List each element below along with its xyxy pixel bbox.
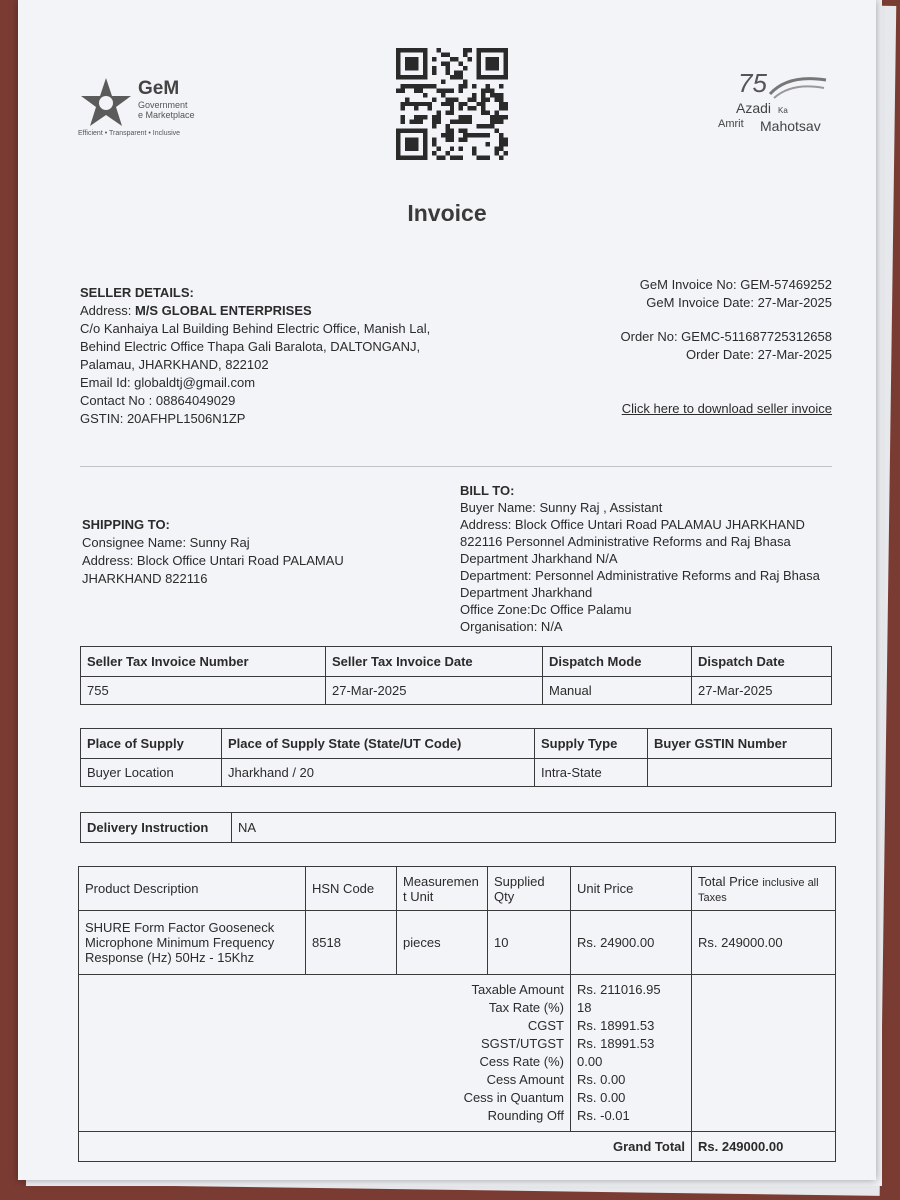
seller-email: Email Id: globaldtj@gmail.com [80, 375, 256, 390]
delivery-label: Delivery Instruction [81, 813, 232, 843]
table-header-total [692, 867, 836, 911]
seller-address-line: C/o Kanhaiya Lal Building Behind Electric Office, Manish Lal, [80, 321, 431, 336]
shipping-heading: SHIPPING TO: [82, 517, 170, 532]
table-header: HSN Code [306, 867, 397, 911]
seller-address-row [80, 302, 500, 320]
table-cell: Intra-State [535, 759, 648, 787]
table-row [81, 759, 832, 787]
table-cell: 755 [81, 677, 326, 705]
table-row [81, 677, 832, 705]
table-header: Product Description [79, 867, 306, 911]
bill-to-heading: BILL TO: [460, 483, 515, 498]
gem-logo-line2: e Marketplace [138, 110, 195, 120]
tax-label: Cess in Quantum [463, 1090, 564, 1105]
table-cell: 27-Mar-2025 [692, 677, 832, 705]
bill-to-line: Buyer Name: Sunny Raj , Assistant [460, 500, 663, 515]
tax-values-cell [571, 975, 692, 1132]
tax-breakdown-row [79, 975, 836, 1132]
table-header: Buyer GSTIN Number [648, 729, 832, 759]
section-divider [80, 466, 832, 467]
tax-value: Rs. 18991.53 [577, 1018, 655, 1033]
gem-logo-name: GeM [138, 78, 180, 99]
product-total-price: Rs. 249000.00 [692, 911, 836, 975]
total-price-header: Total Price [698, 873, 759, 889]
grand-total-row [79, 1132, 836, 1162]
table-cell: Buyer Location [81, 759, 222, 787]
gem-logo-line1: Government [138, 100, 188, 110]
tax-value: 18 [577, 1000, 592, 1015]
gem-logo-tagline: Efficient • Transparent • Inclusive [78, 130, 181, 137]
tax-value: Rs. 211016.95 [577, 982, 661, 997]
bill-to-line: Office Zone:Dc Office Palamu [460, 602, 632, 617]
total-price-header-note: inclusive all Taxes [698, 876, 819, 904]
tax-value: Rs. 0.00 [577, 1072, 626, 1087]
delivery-value: NA [232, 813, 836, 843]
product-unit-price: Rs. 24900.00 [571, 911, 692, 975]
tax-value: Rs. -0.01 [577, 1108, 630, 1123]
table-header: Place of Supply State (State/UT Code) [222, 729, 535, 759]
invoice-info [498, 276, 832, 418]
bill-to-line: Department: Personnel Administrative Reforms and Raj Bhasa [460, 568, 820, 583]
table-header: Seller Tax Invoice Date [326, 647, 543, 677]
gem-invoice-number: GeM Invoice No: GEM-57469252 [639, 277, 832, 292]
bill-to [460, 482, 840, 635]
tax-invoice-table [80, 646, 832, 705]
table-header: Dispatch Mode [543, 647, 692, 677]
shipping-line: JHARKHAND 822116 [82, 571, 208, 586]
tax-label: Rounding Off [487, 1108, 564, 1123]
seller-name: M/S GLOBAL ENTERPRISES [134, 303, 312, 318]
gem-invoice-date: GeM Invoice Date: 27-Mar-2025 [646, 295, 832, 310]
product-table [78, 866, 836, 1162]
table-header: Dispatch Date [692, 647, 832, 677]
qr-code [396, 48, 508, 160]
table-row [79, 911, 836, 975]
supply-table [80, 728, 832, 787]
azadi-number: 75 [738, 68, 767, 98]
bill-to-line: Address: Block Office Untari Road PALAMAU JHARKHAND [460, 517, 805, 532]
shipping-to [82, 516, 402, 588]
azadi-line3: Mahotsav [760, 118, 821, 134]
tax-label: Taxable Amount [471, 982, 564, 997]
gem-logo [76, 72, 226, 142]
flag-swoosh-icon [768, 72, 828, 102]
delivery-instruction-table [80, 812, 836, 843]
seller-address-label: Address: [80, 303, 132, 318]
table-cell [648, 759, 832, 787]
tax-label: Cess Rate (%) [479, 1054, 564, 1069]
seller-heading: SELLER DETAILS: [80, 285, 194, 300]
tax-label: Cess Amount [486, 1072, 564, 1087]
table-header: Measuremen t Unit [397, 867, 488, 911]
seller-address-line: Palamau, JHARKHAND, 822102 [80, 357, 269, 372]
tax-label: SGST/UTGST [480, 1036, 564, 1051]
tax-value: 0.00 [577, 1054, 603, 1069]
table-header: Unit Price [571, 867, 692, 911]
azadi-ka: Ka [778, 106, 788, 115]
page-title: Invoice [407, 200, 487, 226]
order-number: Order No: GEMC-511687725312658 [620, 329, 832, 344]
tax-label: CGST [527, 1018, 564, 1033]
tax-empty-cell [692, 975, 836, 1132]
product-hsn: 8518 [306, 911, 397, 975]
grand-total-label: Grand Total [79, 1132, 692, 1162]
bill-to-line: Department Jharkhand [460, 585, 593, 600]
tax-value: Rs. 18991.53 [577, 1036, 655, 1051]
table-header: Seller Tax Invoice Number [81, 647, 326, 677]
download-seller-invoice-link[interactable]: Click here to download seller invoice [621, 401, 832, 416]
shipping-line: Consignee Name: Sunny Raj [82, 535, 250, 550]
grand-total-value: Rs. 249000.00 [692, 1132, 836, 1162]
table-header: Supply Type [535, 729, 648, 759]
azadi-line2: Amrit [718, 118, 744, 130]
azadi-ka-amrit-mahotsav-logo [718, 68, 848, 140]
tax-label: Tax Rate (%) [488, 1000, 564, 1015]
bill-to-line: 822116 Personnel Administrative Reforms and Raj Bhasa [460, 534, 791, 549]
seller-contact: Contact No : 08864049029 [80, 393, 236, 408]
table-cell: Jharkhand / 20 [222, 759, 535, 787]
table-header: Place of Supply [81, 729, 222, 759]
tax-value: Rs. 0.00 [577, 1090, 626, 1105]
table-cell: 27-Mar-2025 [326, 677, 543, 705]
bill-to-line: Department Jharkhand N/A [460, 551, 618, 566]
azadi-line1: Azadi [736, 100, 772, 116]
gem-star-icon [76, 74, 136, 134]
seller-address-line: Behind Electric Office Thapa Gali Baralota, DALTONGANJ, [80, 339, 421, 354]
shipping-line: Address: Block Office Untari Road PALAMAU [82, 553, 344, 568]
product-qty: 10 [488, 911, 571, 975]
tax-labels-cell [79, 975, 571, 1132]
product-description: SHURE Form Factor Gooseneck Microphone Minimum Frequency Response (Hz) 50Hz - 15Khz [79, 911, 306, 975]
product-unit: pieces [397, 911, 488, 975]
seller-gstin: GSTIN: 20AFHPL1506N1ZP [80, 411, 246, 426]
order-date: Order Date: 27-Mar-2025 [686, 347, 832, 362]
table-cell: Manual [543, 677, 692, 705]
table-header: Supplied Qty [488, 867, 571, 911]
invoice-page [18, 0, 876, 1180]
bill-to-line: Organisation: N/A [460, 619, 563, 634]
seller-details [80, 284, 500, 428]
